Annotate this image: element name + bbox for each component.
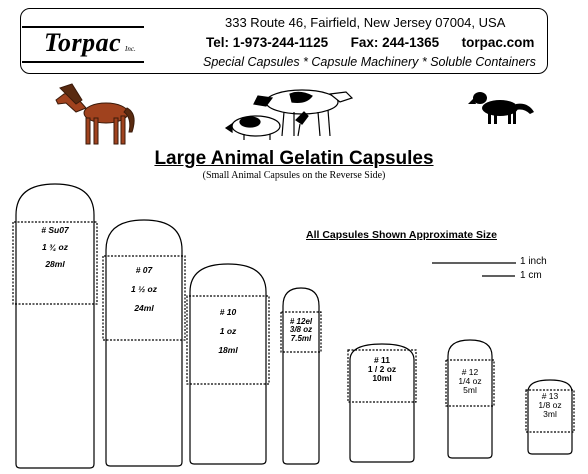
capsule-oz: 1 oz — [219, 325, 237, 336]
inch-label: 1 inch — [520, 256, 547, 267]
capsule-10 — [187, 264, 269, 464]
logo-suffix: Inc. — [125, 45, 136, 53]
capsule-number: # 12el — [289, 317, 313, 326]
capsule-ml: 28ml — [45, 258, 65, 269]
capsule-oz: 1 ½ oz — [131, 283, 157, 294]
capsule-oz: 1 ¾ oz — [42, 241, 68, 252]
capsule-label-12el — [283, 318, 319, 343]
capsule-number: # 07 — [135, 265, 153, 275]
cm-label: 1 cm — [520, 270, 542, 281]
capsule-label-10 — [190, 308, 266, 355]
capsule-ml: 3ml — [543, 408, 557, 419]
capsule-oz: 1 / 2 oz — [367, 363, 397, 374]
capsule-12el — [281, 288, 321, 464]
contact-line: Tel: 1-973-244-1125 Fax: 244-1365 torpac.com — [206, 35, 535, 50]
capsule-oz: 1/8 oz — [538, 399, 562, 410]
capsule-12 — [446, 340, 494, 458]
capsule-number: # Su07 — [41, 225, 69, 235]
size-note: All Capsules Shown Approximate Size — [306, 229, 497, 241]
capsule-label-su07 — [16, 226, 94, 269]
capsule-ml: 24ml — [134, 302, 154, 313]
capsule-ml: 18ml — [218, 344, 238, 355]
page-title: Large Animal Gelatin Capsules — [154, 148, 434, 169]
page-subtitle: (Small Animal Capsules on the Reverse Side) — [202, 170, 386, 181]
capsule-oz: 3/8 oz — [289, 325, 313, 335]
capsule-number: # 10 — [219, 307, 237, 317]
capsule-label-12 — [448, 368, 492, 395]
logo: Torpac — [44, 28, 122, 57]
capsule-label-07 — [106, 266, 182, 313]
capsule-ml: 7.5ml — [290, 333, 312, 343]
capsule-number: # 13 — [541, 391, 559, 401]
capsule-oz: 1/4 oz — [458, 375, 482, 386]
capsule-ml: 10ml — [372, 372, 392, 383]
capsule-number: # 11 — [373, 355, 391, 365]
tagline: Special Capsules * Capsule Machinery * Soluble Containers — [203, 55, 536, 69]
address: 333 Route 46, Fairfield, New Jersey 07004, USA — [225, 15, 506, 30]
capsule-07 — [103, 220, 185, 466]
capsule-label-13 — [528, 392, 572, 419]
capsule-number: # 12 — [461, 367, 479, 377]
capsule-ml: 5ml — [463, 384, 477, 395]
capsule-label-11 — [350, 356, 414, 383]
